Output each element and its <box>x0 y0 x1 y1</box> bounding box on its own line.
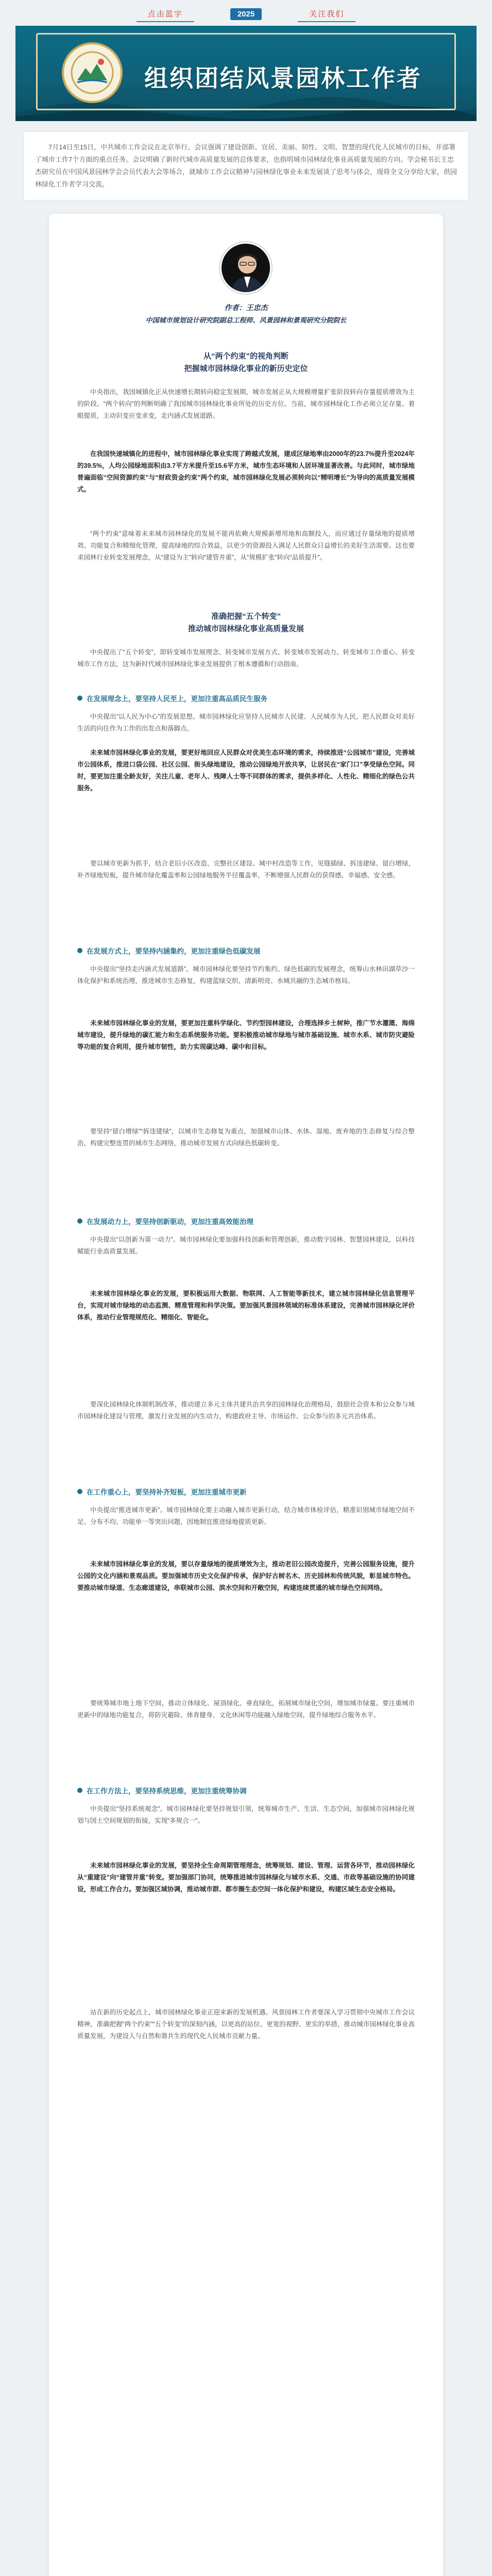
bold-text: 未来城市园林绿化事业的发展，要更加注重科学绿化、节约型园林建设，合理选择乡土树种，推广节水灌溉、海绵城市建设，提升绿地的碳汇能力和生态系统服务功能。要积极推动城市绿地与城市基础设施、城市水系、城市防灾避险等功能的复合利用，提升城市韧性，助力实现碳达峰、碳中和目标。 <box>77 1020 415 1050</box>
paragraph: 站在新的历史起点上，城市园林绿化事业正迎来新的发展机遇。风景园林工作者要深入学习贯彻中央城市工作会议精神，准确把握“两个约束”“五个转变”的深刻内涵，以更高的站位、更宽的视野、更实的举措，推动城市园林绿化事业高质量发展，为建设人与自然和谐共生的现代化人民城市贡献力量。 <box>77 2009 415 2040</box>
banner-title: 组织团结风景园林工作者 <box>144 65 422 92</box>
section2-title-line2: 推动城市园林绿化事业高质量发展 <box>188 624 304 633</box>
bold-text: 在我国快速城镇化的进程中，城市园林绿化事业实现了跨越式发展，建成区绿地率由2000年的23.7%提升至2024年的39.5%，人均公园绿地面积由3.7平方米提升至15.6平方米，城市生态环境和人居环境显著改善。与此同时，城市绿地普遍面临“空间资源约束”与“财政资金约束”两个约束，城市园林绿化发展必须转向以“精明增长”为导向的高质量发展模式。 <box>77 450 415 493</box>
follow-blue-text-tab[interactable]: 点击蓝字 <box>137 6 194 22</box>
banner-topbar <box>15 5 477 23</box>
section2-title-line1: 准确把握“五个转变” <box>211 612 281 621</box>
banner-year: 2025 <box>230 8 262 20</box>
intro-text: 7月14日至15日，中共城市工作会议在北京举行。会议强调了建设创新、宜居、美丽、韧性、文明、智慧的现代化人民城市的目标，并部署了城市工作7个方面的重点任务。会议明确了新时代城市高质量发展的总体要求，也指明城市园林绿化事业高质量发展的方向。学会秘书长王忠杰研究员在中国风景园林学会会员代表大会等场合，就城市工作会议精神与园林绿化事业未来发展谈了思考与体会，现将全文分享给大家，供园林绿化工作者学习交流。 <box>35 143 457 188</box>
bold-text: 未来城市园林绿化事业的发展，要以存量绿地的提质增效为主，推动老旧公园改造提升，完善公园服务设施，提升公园的文化内涵和景观品质。要加强城市历史文化保护传承，保护好古树名木、历史园林和传统风貌，彰显城市特色。要推动城市绿道、生态廊道建设，串联城市公园、滨水空间和开敞空间，构建连续贯通的城市绿色空间网络。 <box>77 1561 415 1591</box>
section1-title-line1: 从“两个约束”的视角判断 <box>203 352 289 361</box>
author-avatar <box>220 242 272 294</box>
article-card <box>49 214 443 2576</box>
bullet-dot-icon <box>77 948 82 953</box>
paragraph <box>77 747 415 794</box>
subheading-text: 在发展动力上，要坚持创新驱动，更加注重高效能治理 <box>87 1218 253 1226</box>
bold-text: 未来城市园林绿化事业的发展，要坚持全生命周期管理理念，统筹规划、建设、管理、运营各环节，推动园林绿化从“重建设”向“建管并重”转变。要加强部门协同，统筹推进城市园林绿化与城市水系、交通、市政等基础设施的协同建设，形成工作合力。要加强区域协调，推动城市群、都市圈生态空间一体化保护和建设，构建区域生态安全格局。 <box>77 1862 415 1893</box>
society-logo-icon <box>62 42 123 103</box>
paragraph <box>77 1018 415 1053</box>
subheading-text: 在发展方式上，要坚持内涵集约，更加注重绿色低碳发展 <box>87 947 261 955</box>
subheading-text: 在工作重心上，要坚持补齐短板，更加注重城市更新 <box>87 1488 247 1496</box>
paragraph: 中央提出“以人民为中心”的发展思想。城市园林绿化应坚持人民城市人民建、人民城市为人民，把人民群众对美好生活的向往作为工作的出发点和落脚点。 <box>77 713 415 732</box>
paragraph: 中央提出“推进城市更新”。城市园林绿化要主动融入城市更新行动，结合城市体检评估，精准识别城市绿地空间不足、分布不均、功能单一等突出问题，因地制宜推进绿地提质更新。 <box>77 1506 415 1526</box>
subheading <box>77 945 415 956</box>
subheading <box>77 1785 415 1795</box>
bold-text: 未来城市园林绿化事业的发展，要更好地回应人民群众对优美生态环境的需求，持续推进“公园城市”建设，完善城市公园体系，推进口袋公园、社区公园、街头绿地建设，推动公园绿地开放共享，让居民在“家门口”享受绿色空间。同时，要更加注重全龄友好，关注儿童、老年人、残障人士等不同群体的需求，提供多样化、人性化、精细化的绿色公共服务。 <box>77 749 415 792</box>
header-banner <box>15 0 477 124</box>
paragraph: 中央提出“坚持系统观念”。城市园林绿化要坚持规划引领，统筹城市生产、生活、生态空间，加强城市园林绿化规划与国土空间规划的衔接，实现“多规合一”。 <box>77 1805 415 1824</box>
paragraph: 要深化园林绿化体制机制改革，推动建立多元主体共建共治共享的园林绿化治理格局，鼓励社会资本和公众参与城市园林绿化建设与管理，激发行业发展的内生动力，构建政府主导、市场运作、公众参与的多元共治体系。 <box>77 1401 415 1420</box>
paragraph: 中央提出“以创新为第一动力”。城市园林绿化要加强科技创新和管理创新，推动数字园林、智慧园林建设，以科技赋能行业高质量发展。 <box>77 1236 415 1255</box>
paragraph: 要坚持“留白增绿”“拆违建绿”，以城市生态修复为重点，加强城市山体、水体、湿地、废弃地的生态修复与综合整治，构建完整连贯的城市生态网络，推动城市发展方式向绿色低碳转变。 <box>77 1128 415 1147</box>
subheading-text: 在工作方法上，要坚持系统思维，更加注重统筹协调 <box>87 1787 247 1795</box>
bullet-dot-icon <box>77 1218 82 1224</box>
paragraph: 要统筹城市地上地下空间，推动立体绿化、屋顶绿化、垂直绿化，拓展城市绿化空间，增加城市绿量。要注重城市更新中的绿地功能复合，将防灾避险、体育健身、文化休闲等功能融入绿地空间，提升绿地综合服务水平。 <box>77 1700 415 1719</box>
intro-box <box>23 131 469 200</box>
paragraph: “两个约束”意味着未来城市园林绿化的发展不能再依赖大规模新增用地和高额投入，而应通过存量绿地的提质增效、功能复合和精细化管理，提高绿地的综合效益，以更少的资源投入满足人民群众日益增长的美好生活需要。这也要求园林行业转变发展理念，从“建设为主”转向“建管并重”，从“规模扩张”转向“品质提升”。 <box>77 530 415 561</box>
paragraph: 要以城市更新为抓手，结合老旧小区改造、完整社区建设、城中村改造等工作，见缝插绿、拆违建绿、留白增绿，补齐绿地短板，提升城市绿化覆盖率和公园绿地服务半径覆盖率，不断增强人民群众的获得感、幸福感、安全感。 <box>77 860 415 879</box>
paragraph <box>77 1860 415 1895</box>
paragraph: 中央提出“坚持走内涵式发展道路”。城市园林绿化要坚持节约集约、绿色低碳的发展理念，统筹山水林田湖草沙一体化保护和系统治理，推进城市生态修复，构建蓝绿交织、清新明亮、水城共融的生态城市格局。 <box>77 965 415 985</box>
paragraph <box>77 1558 415 1594</box>
bullet-dot-icon <box>77 1788 82 1793</box>
author-name: 作者：王忠杰 <box>224 303 268 312</box>
subheading <box>77 693 415 703</box>
paragraph: 中央指出，我国城镇化正从快速增长期转向稳定发展期，城市发展正从大规模增量扩张阶段转向存量提质增效为主的阶段。“两个转向”的判断明确了我国城市园林绿化事业所处的历史方位。当前，城市园林绿化工作必须立足存量、着眼提质，主动识变应变求变，走内涵式发展道路。 <box>77 388 415 419</box>
subheading <box>77 1216 415 1226</box>
paragraph: 中央提出了“五个转变”，即转变城市发展理念、转变城市发展方式、转变城市发展动力、转变城市工作重心、转变城市工作方法，这为新时代城市园林绿化事业发展提供了根本遵循和行动指南。 <box>77 649 415 668</box>
subheading-text: 在发展理念上，要坚持人民至上，更加注重高品质民生服务 <box>87 695 267 703</box>
follow-us-tab[interactable]: 关注我们 <box>298 6 355 22</box>
bold-text: 未来城市园林绿化事业的发展，要积极运用大数据、物联网、人工智能等新技术，建立城市园林绿化信息管理平台，实现对城市绿地的动态监测、精准管理和科学决策。要加强风景园林领域的标准体系建设，完善城市园林绿化评价体系，推动行业管理规范化、精细化、智能化。 <box>77 1290 415 1321</box>
subheading <box>77 1486 415 1497</box>
author-title: 中国城市规划设计研究院副总工程师、风景园林和景观研究分院院长 <box>145 316 347 324</box>
bullet-dot-icon <box>77 696 82 701</box>
bullet-dot-icon <box>77 1489 82 1494</box>
section1-title-line2: 把握城市园林绿化事业的新历史定位 <box>184 364 308 373</box>
banner-image <box>15 26 477 121</box>
paragraph <box>77 1288 415 1324</box>
paragraph <box>77 448 415 496</box>
